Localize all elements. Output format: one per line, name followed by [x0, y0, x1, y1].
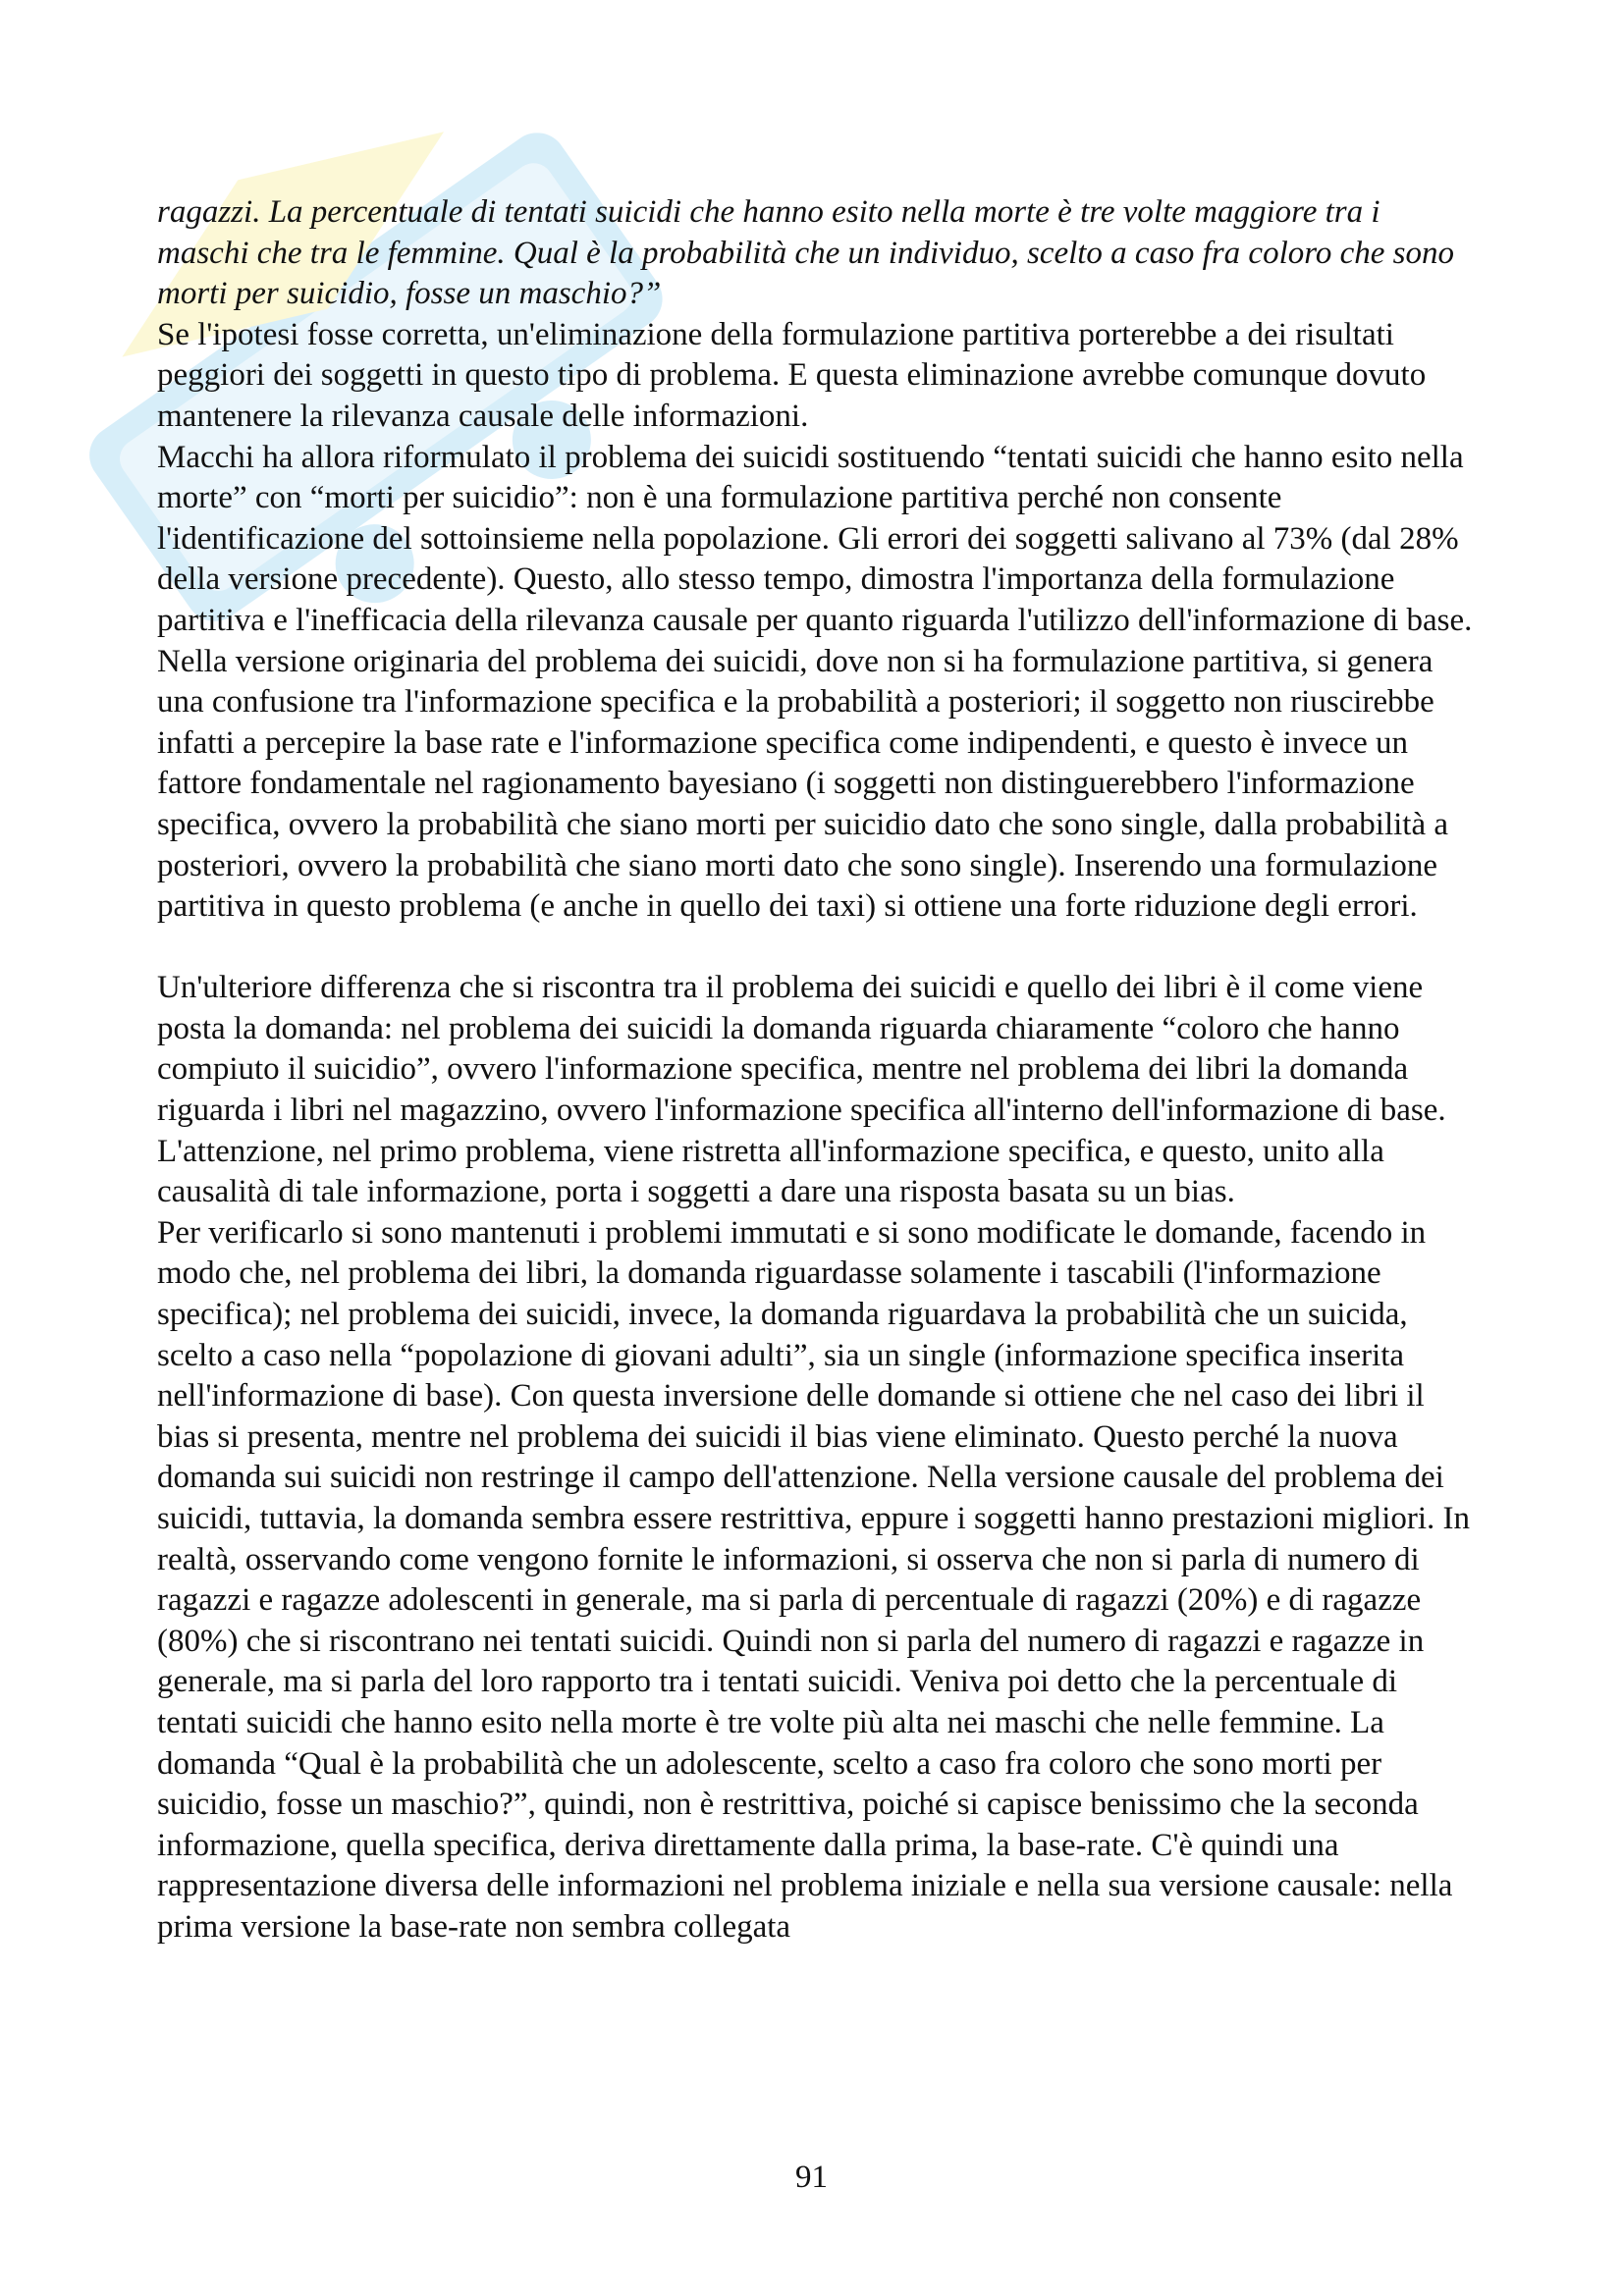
page-number: 91 [795, 2160, 828, 2195]
paragraph: Se l'ipotesi fosse corretta, un'eliminazione della formulazione partitiva porterebbe a dei risultati peggiori dei soggetti in questo tipo di problema. E questa eliminazione avrebbe comunque dovuto mantenere la rilevanza causale delle informazioni. [157, 316, 1427, 434]
paragraph-quote: ragazzi. La percentuale di tentati suicidi che hanno esito nella morte è tre volte maggiore tra i maschi che tra le femmine. Qual è la probabilità che un individuo, scelto a caso fra coloro che sono morti per suicidio, fosse un maschio?” [157, 194, 1454, 312]
paragraph: Nella versione originaria del problema dei suicidi, dove non si ha formulazione partitiva, si genera una confusione tra l'informazione specifica e la probabilità a posteriori; il soggetto non riuscirebbe infatti a percepire la base rate e l'informazione specifica come indipendenti, e questo è invece un fattore fondamentale nel ragionamento bayesiano (i soggetti non distinguerebbero l'informazione specifica, ovvero la probabilità che siano morti per suicidio dato che sono single, dalla probabilità a posteriori, ovvero la probabilità che siano morti dato che sono single). Inserendo una formulazione partitiva in questo problema (e anche in quello dei taxi) si ottiene una forte riduzione degli errori. [157, 643, 1449, 925]
paragraph: Un'ulteriore differenza che si riscontra tra il problema dei suicidi e quello dei libri è il come viene posta la domanda: nel problema dei suicidi la domanda riguarda chiaramente “coloro che hanno compiuto il suicidio”, ovvero l'informazione specifica, mentre nel problema dei libri la domanda riguarda i libri nel magazzino, ovvero l'informazione specifica all'interno dell'informazione di base. L'attenzione, nel primo problema, viene ristretta all'informazione specifica, e questo, unito alla causalità di tale informazione, porta i soggetti a dare una risposta basata su un bias. [157, 970, 1446, 1210]
page-body-text [157, 192, 1478, 1949]
paragraph-spacer [157, 928, 1478, 969]
paragraph: Per verificarlo si sono mantenuti i problemi immutati e si sono modificate le domande, facendo in modo che, nel problema dei libri, la domanda riguardasse solamente i tascabili (l'informazione specifica); nel problema dei suicidi, invece, la domanda riguardava la probabilità che un suicida, scelto a caso nella “popolazione di giovani adulti”, sia un single (informazione specifica inserita nell'informazione di base). Con questa inversione delle domande si ottiene che nel caso dei libri il bias si presenta, mentre nel problema dei suicidi il bias viene eliminato. Questo perché la nuova domanda sui suicidi non restringe il campo dell'attenzione. Nella versione causale del problema dei suicidi, tuttavia, la domanda sembra essere restrittiva, eppure i soggetti hanno prestazioni migliori. In realtà, osservando come vengono fornite le informazioni, si osserva che non si parla di numero di ragazzi e ragazze adolescenti in generale, ma si parla di percentuale di ragazzi (20%) e di ragazze (80%) che si riscontrano nei tentati suicidi. Quindi non si parla del numero di ragazzi e ragazze in generale, ma si parla del loro rapporto tra i tentati suicidi. Veniva poi detto che la percentuale di tentati suicidi che hanno esito nella morte è tre volte più alta nei maschi che nelle femmine. La domanda “Qual è la probabilità che un adolescente, scelto a caso fra coloro che sono morti per suicidio, fosse un maschio?”, quindi, non è restrittiva, poiché si capisce benissimo che la seconda informazione, quella specifica, deriva direttamente dalla prima, la base-rate. C'è quindi una rappresentazione diversa delle informazioni nel problema iniziale e nella sua versione causale: nella prima versione la base-rate non sembra collegata [157, 1214, 1471, 1945]
paragraph: Macchi ha allora riformulato il problema dei suicidi sostituendo “tentati suicidi che hanno esito nella morte” con “morti per suicidio”: non è una formulazione partitiva perché non consente l'identificazione del sottoinsieme nella popolazione. Gli errori dei soggetti salivano al 73% (dal 28% della versione precedente). Questo, allo stesso tempo, dimostra l'importanza della formulazione partitiva e l'inefficacia della rilevanza causale per quanto riguarda l'utilizzo dell'informazione di base. [157, 439, 1473, 638]
